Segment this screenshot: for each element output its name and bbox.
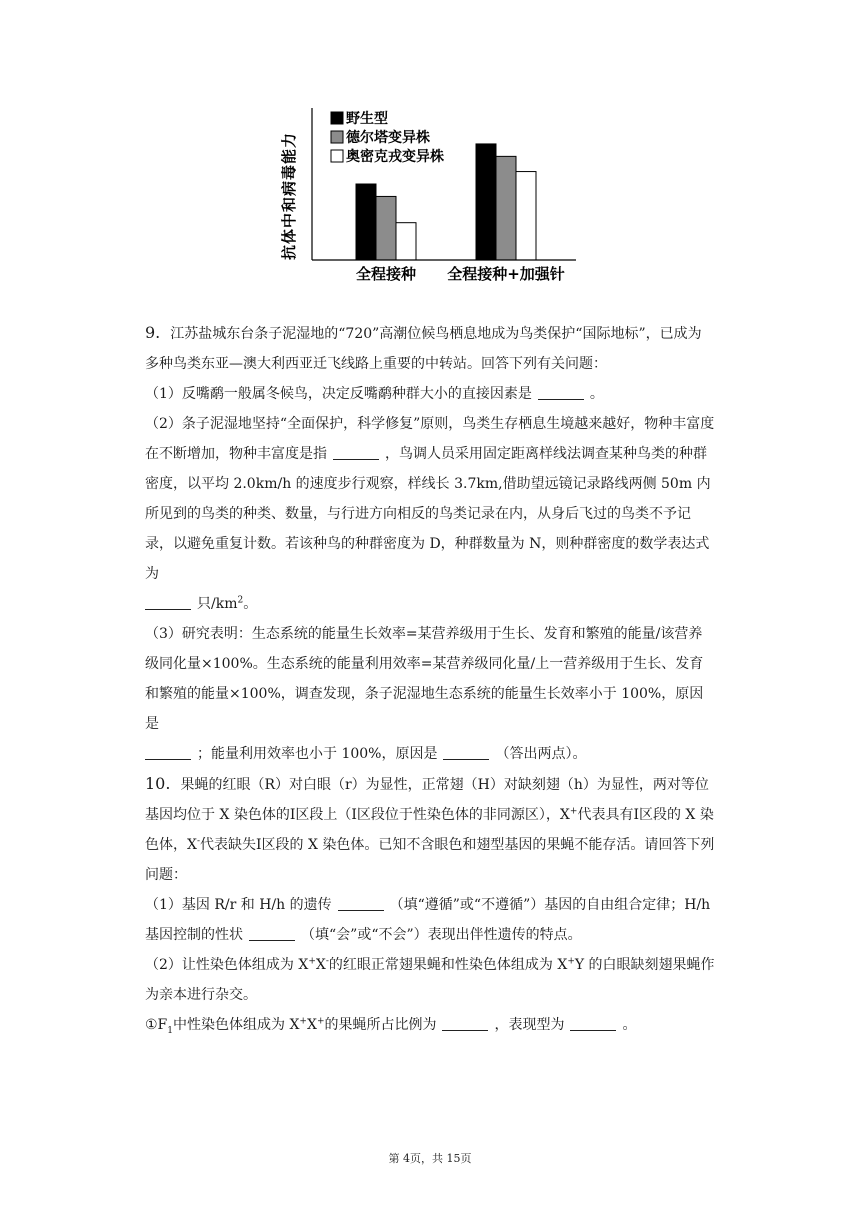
chart-legend — [331, 110, 444, 165]
answer-blank[interactable] — [145, 745, 191, 760]
page-footer: 第 4页，共 15页 — [388, 1152, 472, 1165]
q10-part2: （2）让性染色体组成为 X+X-的红眼正常翅果蝇和性染色体组成为 X+Y 的白眼缺刻翅果蝇作为亲本进行杂交。 — [145, 956, 715, 1003]
answer-blank[interactable] — [538, 385, 584, 400]
bar-1-1 — [496, 156, 516, 260]
question-content — [145, 318, 715, 1040]
q9-stem: 9. 江苏盐城东台条子泥湿地的“720”高潮位候鸟栖息地成为鸟类保护“国际地标”，已成为多种鸟类东亚—澳大利西亚迁飞线路上重要的中转站。回答下列有关问题： — [145, 323, 702, 372]
answer-blank[interactable] — [338, 896, 384, 911]
legend-swatch — [331, 150, 343, 162]
bar-0-0 — [356, 184, 376, 260]
y-axis-label: 抗体中和病毒能力 — [280, 131, 298, 260]
q9-part2: （2）条子泥湿地坚持“全面保护，科学修复”原则，鸟类生存栖息生境越来越好，物种丰富度在不断增加，物种丰富度是指 ，鸟调人员采用固定距离样线法调查某种鸟类的种群密度，以平均 2.0km/h 的速度步行观察，样线长 3.7km,借助望远镜记录路线两侧 50m 内所见到的鸟类的种类、数量，与行进方向相反的鸟类记录在内，从身后飞过的鸟类不予记录，以避免重复计数。若该种鸟的种群密度为 D，种群数量为 N，则种群密度的数学表达式为 只$/km^2$。 — [145, 416, 715, 612]
bar-chart — [276, 100, 606, 290]
answer-blank[interactable] — [442, 1016, 488, 1031]
legend-label: 野生型 — [346, 111, 388, 127]
q10-number: 10. — [145, 774, 171, 793]
q9-part1: （1）反嘴鹬一般属冬候鸟，决定反嘴鹬种群大小的直接因素是 。 — [145, 386, 604, 402]
bar-0-2 — [396, 223, 416, 260]
answer-blank[interactable] — [249, 926, 295, 941]
legend-swatch — [331, 131, 343, 143]
answer-blank[interactable] — [570, 1016, 616, 1031]
x-tick-labels — [356, 265, 565, 283]
q10-part1: （1）基因 R/r 和 H/h 的遗传 （填“遵循”或“不遵循”）基因的自由组合定律；H/h 基因控制的性状 （填“会”或“不会”）表现出伴性遗传的特点。 — [145, 897, 711, 943]
answer-blank[interactable] — [443, 745, 489, 760]
legend-swatch — [331, 112, 343, 124]
q10-stem: 10. 果蝇的红眼（R）对白眼（r）为显性，正常翅（H）对缺刻翅（h）为显性，两对等位基因均位于 X 染色体的Ⅰ区段上（Ⅰ区段位于性染色体的非同源区），X+代表具有Ⅰ区段的 X 染色体，X-代表缺失Ⅰ区段的 X 染色体。已知不含眼色和翅型基因的果蝇不能存活。请回答下列问题： — [145, 774, 715, 883]
legend-label: 德尔塔变异株 — [346, 130, 430, 146]
bar-1-2 — [516, 172, 536, 260]
q9-part3: （3）研究表明：生态系统的能量生长效率=某营养级用于生长、发育和繁殖的能量/该营养级同化量×100%。生态系统的能量利用效率=某营养级同化量/上一营养级用于生长、发育和繁殖的能量×100%，调查发现，条子泥湿地生态系统的能量生长效率小于 100%，原因是 ；能量利用效率也小于 100%，原因是 （答出两点）。 — [145, 626, 704, 762]
legend-label: 奥密克戎变异株 — [346, 149, 444, 165]
x-tick-label: 全程接种+加强针 — [447, 265, 565, 283]
q10-part3: $①F_1$中性染色体组成为 X+X+的果蝇所占比例为 ，表现型为 。 — [145, 1016, 637, 1036]
q9-number: 9. — [145, 323, 161, 342]
answer-blank[interactable] — [145, 595, 191, 610]
bar-0-1 — [376, 196, 396, 260]
x-tick-label: 全程接种 — [355, 265, 417, 283]
bar-1-0 — [476, 144, 496, 260]
answer-blank[interactable] — [333, 445, 379, 460]
